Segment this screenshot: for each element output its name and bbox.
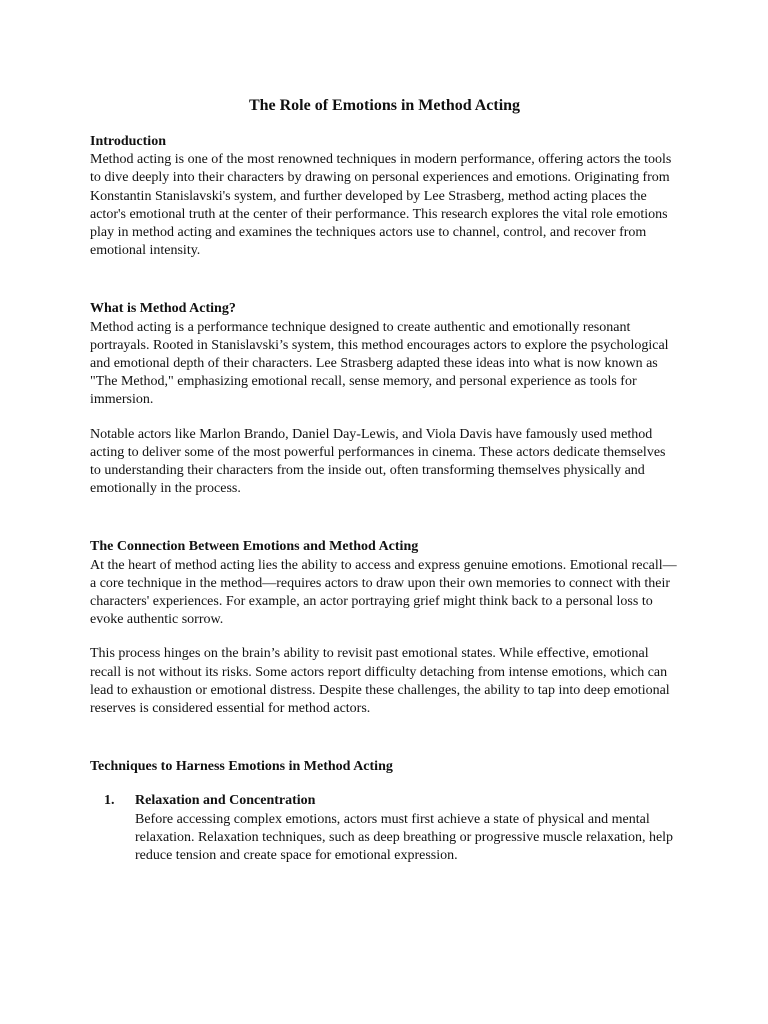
introduction-paragraph: Method acting is one of the most renowned techniques in modern performance, offering actors the tools to dive deeply into their characters by drawing on personal experiences and emotions. Originating from Konstantin Stanislavski's system, and further developed by Lee Strasberg, method acting places the actor's emotional truth at the center of their performance. This research explores the vital role emotions play in method acting and examines the techniques actors use to channel, control, and recover from emotional intensity. <box>90 152 672 259</box>
what-is-paragraph-1: Method acting is a performance technique designed to create authentic and emotionally resonant portrayals. Rooted in Stanislavski’s system, this method encourages actors to explore the psychological and emotional depth of their characters. Lee Strasberg adapted these ideas into what is now known as "The Method," emphasizing emotional recall, sense memory, and personal experience as tools for immersion. <box>90 319 669 408</box>
techniques-list <box>90 792 679 865</box>
document-title: The Role of Emotions in Method Acting <box>248 97 521 114</box>
section-heading-introduction: Introduction <box>90 134 166 149</box>
section-heading-techniques: Techniques to Harness Emotions in Method Acting <box>90 759 393 775</box>
list-item-title: Relaxation and Concentration <box>135 793 316 809</box>
list-item <box>90 792 679 865</box>
section-heading-connection: The Connection Between Emotions and Method Acting <box>90 539 419 555</box>
section-introduction <box>90 133 679 260</box>
section-connection <box>90 538 679 718</box>
connection-paragraph-2: This process hinges on the brain’s ability to revisit past emotional states. While effective, emotional recall is not without its risks. Some actors report difficulty detaching from intense emotions, which can lead to exhaustion or emotional distress. Despite these challenges, the ability to tap into deep emotional reserves is considered essential for method actors. <box>90 646 670 717</box>
list-item-text: Before accessing complex emotions, actors must first achieve a state of physical and mental relaxation. Relaxation techniques, such as deep breathing or progressive muscle relaxation, help reduce tension and create space for emotional expression. <box>135 811 674 864</box>
list-item-number: 1. <box>104 793 115 809</box>
section-techniques <box>90 758 679 865</box>
section-heading-what-is-method-acting: What is Method Acting? <box>90 301 236 317</box>
section-what-is-method-acting <box>90 300 679 498</box>
what-is-paragraph-2: Notable actors like Marlon Brando, Daniel Day-Lewis, and Viola Davis have famously used method acting to deliver some of the most powerful performances in cinema. These actors dedicate themselves to understanding their characters from the inside out, often transforming themselves physically and emotionally in the process. <box>90 426 666 497</box>
connection-paragraph-1: At the heart of method acting lies the ability to access and express genuine emotions. Emotional recall—a core technique in the method—requires actors to draw upon their own memories to connect with their characters' experiences. For example, an actor portraying grief might think back to a personal loss to evoke authentic sorrow. <box>90 557 677 628</box>
